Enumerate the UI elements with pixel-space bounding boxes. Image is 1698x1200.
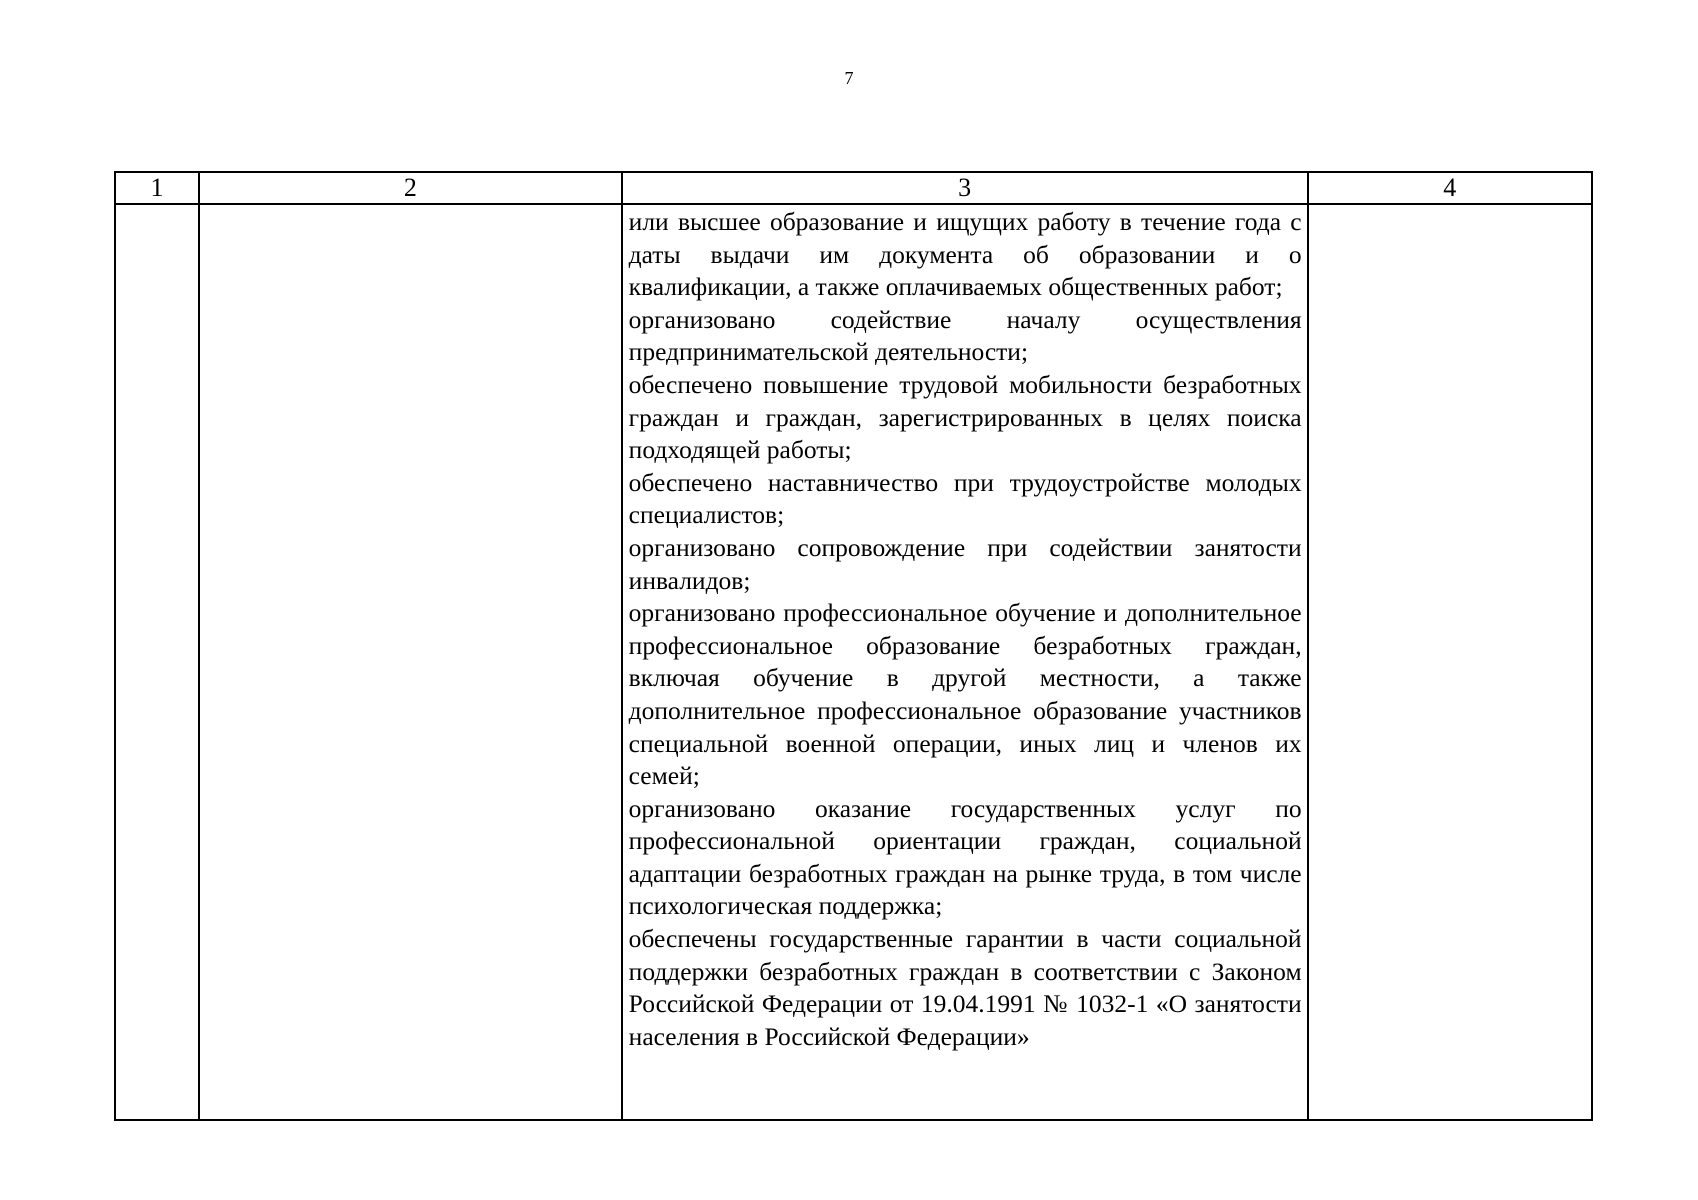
cell-col2 — [199, 204, 622, 1120]
page-number: 7 — [844, 68, 854, 88]
cell-col1 — [115, 204, 199, 1120]
paragraph: организовано содействие началу осуществления предпринимательской деятельности; — [628, 304, 1302, 367]
paragraph: обеспечены государственные гарантии в части социальной поддержки безработных граждан в соответствии с Законом Российской Федерации от 19.04.1991 № 1032-1 «О занятости населения в Российской Федерации» — [628, 924, 1302, 1051]
cell-col3 — [622, 204, 1308, 1120]
paragraph: организовано профессиональное обучение и дополнительное профессиональное образование безработных граждан, включая обучение в другой местности, а также дополнительное профессиональное образование участников специальной военной операции, иных лиц и членов их семей; — [628, 598, 1302, 791]
document-table — [114, 171, 1593, 1121]
table-header-row — [115, 172, 1592, 204]
table-row — [115, 204, 1592, 1120]
cell-col4 — [1308, 204, 1592, 1120]
column-header-3: 3 — [622, 172, 1308, 204]
paragraph: обеспечено повышение трудовой мобильности безработных граждан и граждан, зарегистрированных в целях поиска подходящей работы; — [628, 369, 1302, 465]
paragraph: или высшее образование и ищущих работу в течение года с даты выдачи им документа об образовании и о квалификации, а также оплачиваемых общественных работ; — [628, 207, 1302, 302]
paragraph: обеспечено наставничество при трудоустройстве молодых специалистов; — [628, 467, 1302, 530]
paragraph: организовано сопровождение при содействии занятости инвалидов; — [628, 532, 1302, 595]
column-header-2: 2 — [199, 172, 622, 204]
column-header-4: 4 — [1308, 172, 1592, 204]
column-header-1: 1 — [115, 172, 199, 204]
paragraph: организовано оказание государственных услуг по профессиональной ориентации граждан, социальной адаптации безработных граждан на рынке труда, в том числе психологическая поддержка; — [628, 793, 1302, 921]
